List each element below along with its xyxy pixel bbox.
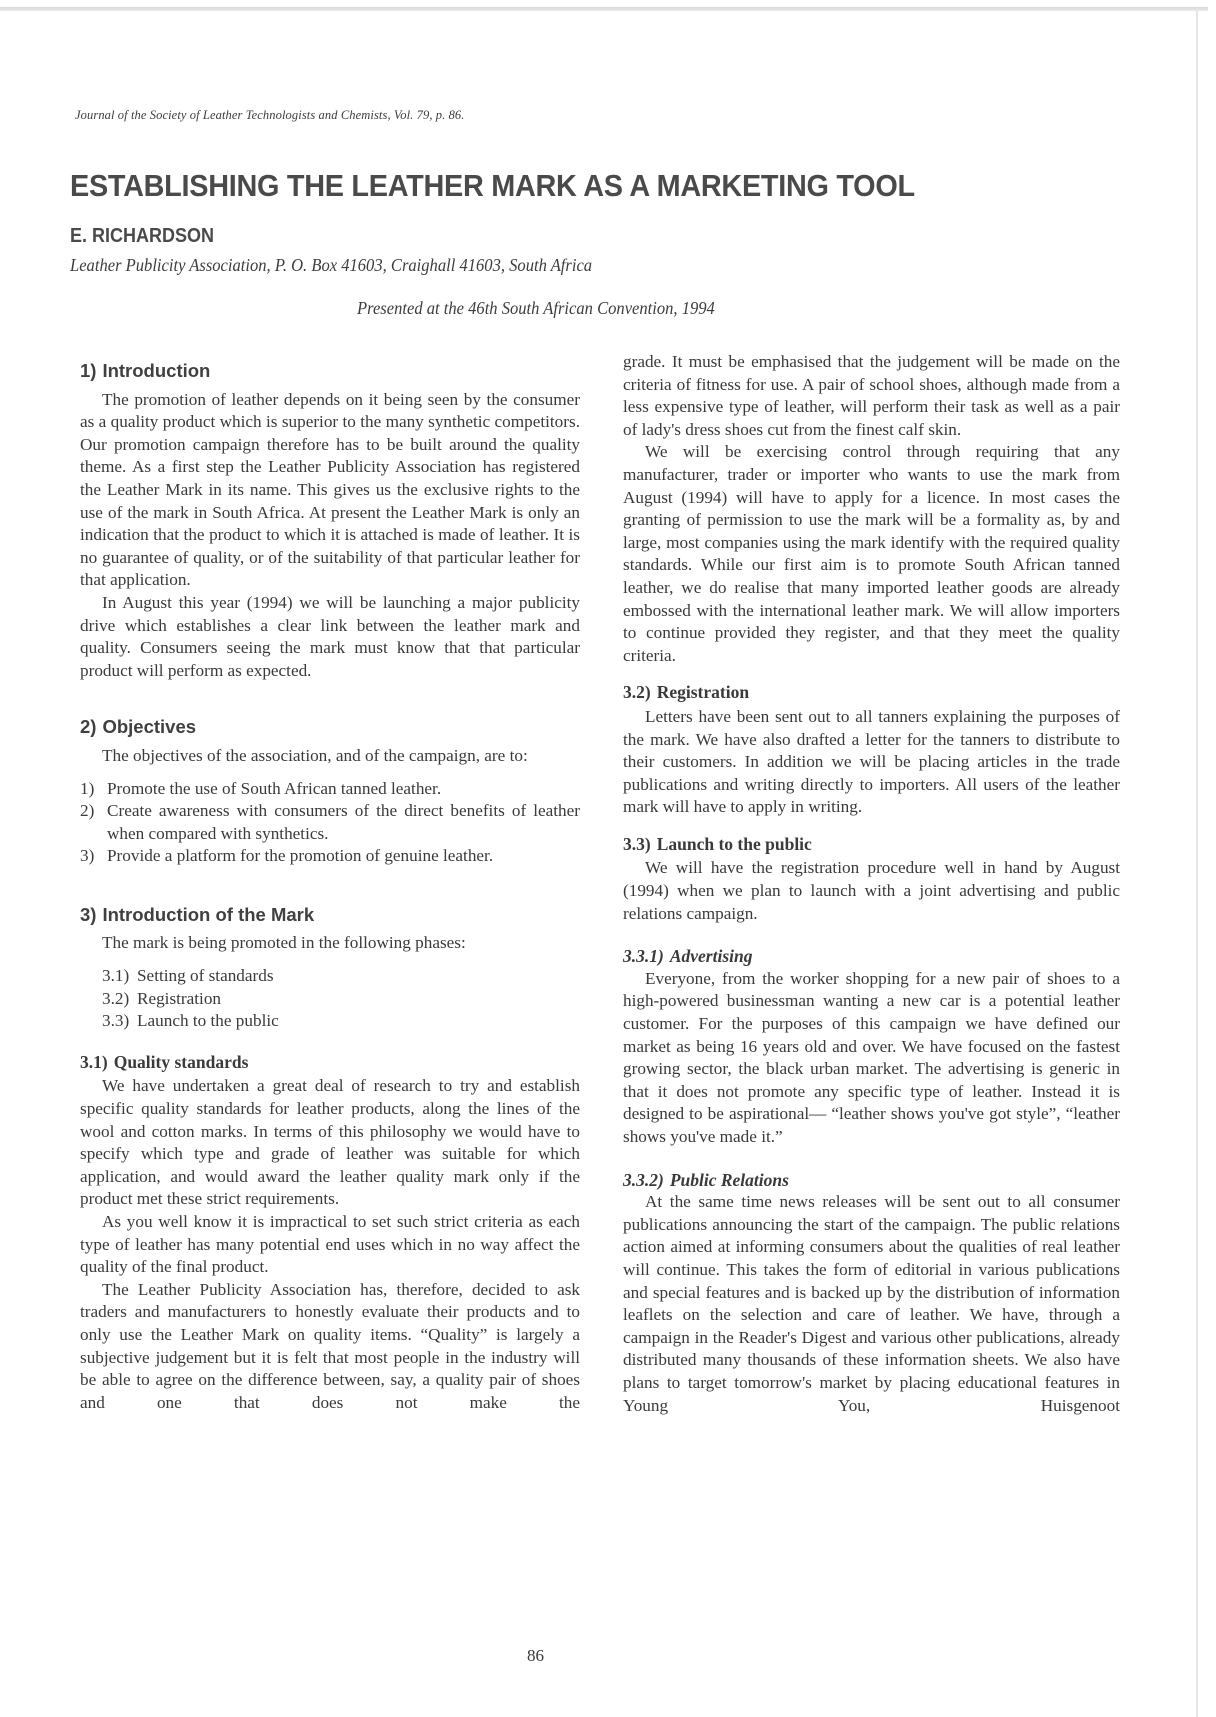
objectives-list: [80, 778, 580, 868]
subsection-heading-advertising: [623, 945, 1120, 968]
section-title: Introduction of the Mark: [102, 903, 315, 925]
section-heading-objectives: [80, 716, 580, 739]
list-number: 3.1): [102, 966, 130, 986]
paragraph: At the same time news releases will be sent out to all consumer publications announcing the start of the campaign. The public relations action aimed at informing consumers about the qualities of real leather will continue. This takes the form of editorial in various publications and special features and is backed up by the distribution of information leaflets on the selection and care of leather. We have, through a campaign in the Reader's Digest and various other publications, already distributed many thousands of these information sheets. We also have plans to target tomorrow's market by placing educational features in Young You, Huisgenoot: [623, 1192, 1120, 1415]
author-affiliation: Leather Publicity Association, P. O. Box 41603, Craighall 41603, South Africa: [70, 255, 593, 275]
paragraph: We have undertaken a great deal of research to try and establish specific quality standards for leather products, along the lines of the wool and cotton marks. In terms of this philosophy we would have to specify which type and grade of leather was suitable for which application, and would award the leather quality mark only if the product met these strict requirements.: [80, 1076, 580, 1209]
paragraph: We will have the registration procedure well in hand by August (1994) when we plan to launch with a joint advertising and public relations campaign.: [623, 858, 1120, 923]
section-title: Introduction: [102, 360, 211, 381]
list-item: [102, 1010, 580, 1033]
list-item: [80, 800, 580, 845]
article-title: ESTABLISHING THE LEATHER MARK AS A MARKETING TOOL: [70, 168, 915, 203]
page-number: 86: [527, 1646, 544, 1665]
list-text: Provide a platform for the promotion of genuine leather.: [107, 846, 494, 866]
paragraph-continuation: grade. It must be emphasised that the judgement will be made on the criteria of fitness for use. A pair of school shoes, although made from a less expensive type of leather, will perform their task as well as a pair of lady's dress shoes cut from the finest calf skin.: [623, 352, 1120, 439]
section-number: 3.3.2): [623, 1169, 664, 1190]
paragraph: Letters have been sent out to all tanners explaining the purposes of the mark. We have also drafted a letter for the tanners to distribute to their customers. In addition we will be placing articles in the trade publications and writing directly to importers. All users of the leather mark will have to apply in writing.: [623, 706, 1120, 817]
section-number: 3.1): [80, 1051, 108, 1072]
phases-list: [80, 965, 580, 1033]
paragraph: As you well know it is impractical to set such strict criteria as each type of leather has many potential end uses which in no way affect the quality of the final product.: [80, 1212, 580, 1277]
left-column: [80, 360, 580, 1414]
paragraph: The Leather Publicity Association has, therefore, decided to ask traders and manufacturers to honestly evaluate their products and to only use the Leather Mark on quality items. “Quality” is largely a subjective judgement but it is felt that most people in the industry will be able to agree on the difference between, say, a quality pair of shoes and one that does not make the: [80, 1279, 580, 1412]
section-number: 3.3): [623, 833, 651, 854]
list-text: Setting of standards: [137, 966, 274, 986]
section-number: 1): [80, 360, 97, 381]
subsection-heading-launch: [623, 833, 1120, 856]
presentation-note: Presented at the 46th South African Convention, 1994: [357, 298, 715, 318]
section-title: Objectives: [102, 716, 197, 738]
section-number: 3): [80, 903, 97, 925]
section-title: Public Relations: [669, 1169, 789, 1190]
list-text: Launch to the public: [137, 1011, 279, 1031]
list-item: [102, 965, 580, 988]
paragraph: In August this year (1994) we will be launching a major publicity drive which establishes a clear link between the leather mark and quality. Consumers seeing the mark must know that that particular product will perform as expected.: [80, 592, 580, 680]
author-name: E. RICHARDSON: [70, 225, 215, 247]
section-number: 3.2): [623, 682, 651, 703]
section-title: Registration: [656, 682, 750, 703]
list-item: [80, 845, 580, 868]
paragraph: We will be exercising control through requiring that any manufacturer, trader or importer who wants to use the mark from August (1994) will have to apply for a licence. In most cases the granting of permission to use the mark will be a formality as, by and large, most companies using the mark identify with the required quality standards. While our first aim is to promote South African tanned leather, we do realise that many imported leather goods are already embossed with the international leather mark. We will allow importers to continue provided they register, and that they meet the quality criteria.: [623, 442, 1120, 665]
section-heading-introduction-of-mark: [80, 904, 580, 927]
list-item: [102, 988, 580, 1011]
paragraph: Everyone, from the worker shopping for a new pair of shoes to a high-powered businessman wanting a new car is a potential leather customer. For the purposes of this campaign we have defined our market as being 16 years old and over. We have focused on the fastest growing sector, the black urban market. The advertising is generic in that it does not promote any specific type of leather. Instead it is designed to be aspirational— “leather shows you've got style”, “leather shows you've made it.”: [623, 968, 1120, 1146]
journal-citation: Journal of the Society of Leather Technologists and Chemists, Vol. 79, p. 86.: [75, 108, 465, 122]
subsection-heading-quality-standards: [80, 1051, 580, 1074]
scan-edge-top: [0, 7, 1208, 11]
paragraph: The objectives of the association, and of the campaign, are to:: [102, 745, 528, 765]
scan-edge-right: [1196, 8, 1198, 1717]
list-number: 1): [80, 778, 95, 798]
section-title: Launch to the public: [656, 833, 812, 854]
right-column: [623, 351, 1120, 1417]
section-number: 2): [80, 716, 97, 738]
list-item: [80, 778, 580, 801]
list-text: Create awareness with consumers of the direct benefits of leather when compared with synthetics.: [107, 801, 580, 843]
list-text: Promote the use of South African tanned leather.: [107, 778, 442, 798]
section-title: Quality standards: [113, 1051, 249, 1072]
section-number: 3.3.1): [623, 946, 664, 967]
section-heading-introduction: [80, 360, 580, 383]
paragraph: The mark is being promoted in the following phases:: [102, 933, 466, 953]
list-text: Registration: [137, 988, 222, 1008]
subsection-heading-registration: [623, 681, 1120, 704]
subsection-heading-public-relations: [623, 1169, 1120, 1192]
list-number: 3.3): [102, 1011, 130, 1031]
list-number: 2): [80, 801, 95, 821]
list-number: 3): [80, 846, 95, 866]
section-title: Advertising: [669, 946, 753, 967]
list-number: 3.2): [102, 988, 130, 1008]
paragraph: The promotion of leather depends on it being seen by the consumer as a quality product which is superior to the many synthetic competitors. Our promotion campaign therefore has to be built around the quality theme. As a first step the Leather Publicity Association has registered the Leather Mark in its name. This gives us the exclusive rights to the use of the mark in South Africa. At present the Leather Mark is only an indication that the product to which it is attached is made of leather. It is no guarantee of quality, or of the suitability of that particular leather for that application.: [80, 389, 580, 590]
